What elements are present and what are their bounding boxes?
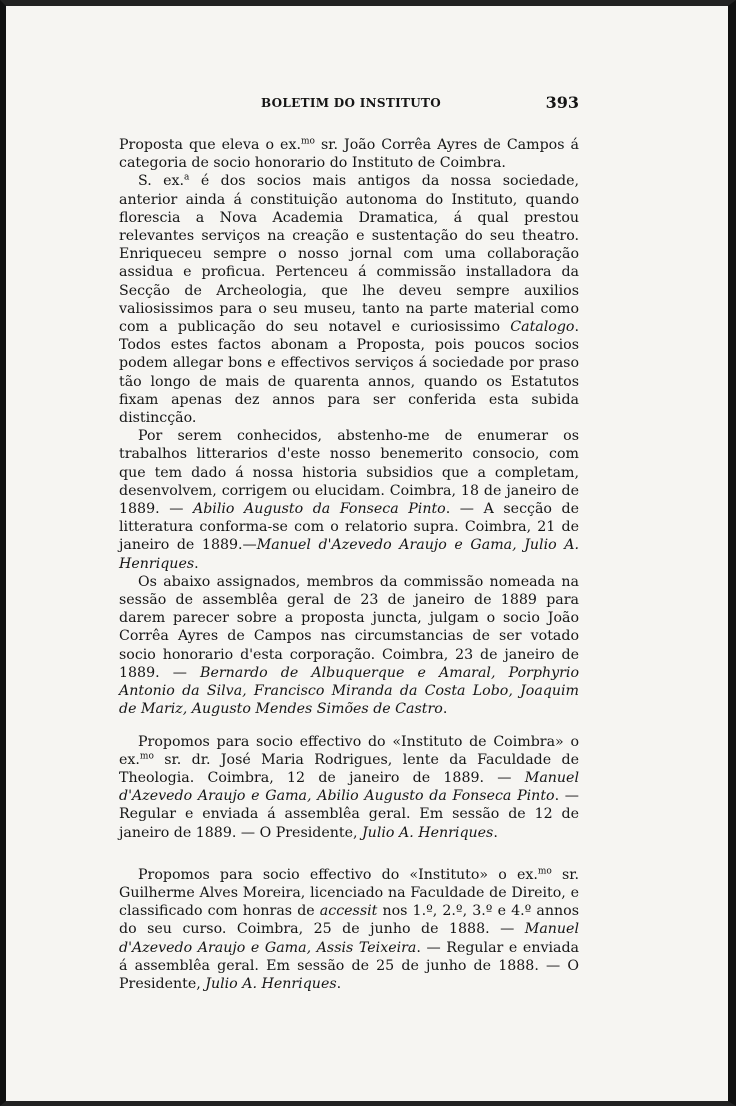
rodrigues-proposal-paragraph: Propomos para socio effectivo do «Instituto de Coimbra» o ex.$^{mo}$ sr. dr. José Maria Rodrigues, lente da Faculdade de Theologia. Coimbra, 12 de janeiro de 1889. — Manuel d'Azevedo Araujo e Gama, Abilio Augusto da Fonseca Pinto. — Regular e enviada á assemblêa geral. Em sessão de 12 de janeiro de 1889. — O Presidente, Julio A. Henriques. [119, 733, 579, 841]
commission-paragraph: Os abaixo assignados, membros da commissão nomeada na sessão de assemblêa geral de 23 de janeiro de 1889 para darem parecer sobre a proposta juncta, julgam o socio João Corrêa Ayres de Campos nas circumstancias de ser votado socio honorario d'esta corporação. Coimbra, 23 de janeiro de 1889. — Bernardo de Albuquerque e Amaral, Porphyrio Antonio da Silva, Francisco Miranda da Costa Lobo, Joaquim de Mariz, Augusto Mendes Simões de Castro. [119, 573, 579, 718]
works-paragraph: Por serem conhecidos, abstenho-me de enumerar os trabalhos litterarios d'este nosso benemerito consocio, com que tem dado á nossa historia subsidios que a completam, desenvolvem, corrigem ou elucidam. Coimbra, 18 de janeiro de 1889. — Abilio Augusto da Fonseca Pinto. — A secção de litteratura conforma-se com o relatorio supra. Coimbra, 21 de janeiro de 1889.—Manuel d'Azevedo Araujo e Gama, Julio A. Henriques. [119, 428, 580, 572]
proposal-heading-paragraph: Proposta que eleva o ex.$^{mo}$ sr. João Corrêa Ayres de Campos á categoria de socio honorario do Instituto de Coimbra. [119, 136, 579, 172]
page-header [121, 93, 579, 116]
justification-paragraph: S. ex.$^a$ é dos socios mais antigos da nossa sociedade, anterior ainda á constituição autonoma do Instituto, quando florescia a Nova Academia Dramatica, á qual prestou relevantes serviços na creação e sustentação do seu theatro. Enriqueceu sempre o nosso jornal com uma collaboração assidua e proficua. Pertenceu á commissão installadora da Secção de Archeologia, que lhe deveu sempre auxilios valiosissimos para o seu museu, tanto na parte material como com a publicação do seu notavel e curiosissimo Catalogo. Todos estes factos abonam a Proposta, pois poucos socios podem allegar bons e effectivos serviços á sociedade por praso tão longo de mais de quarenta annos, quando os Estatutos fixam apenas dez annos para ser conferida esta subida distincção. [119, 172, 580, 427]
page-number: 393 [545, 93, 579, 112]
body-text [119, 136, 579, 993]
moreira-proposal-paragraph: Propomos para socio effectivo do «Instituto» o ex.$^{mo}$ sr. Guilherme Alves Moreira, licenciado na Faculdade de Direito, e classificado com honras de accessit nos 1.º, 2.º, 3.º e 4.º annos do seu curso. Coimbra, 25 de junho de 1888. — Manuel d'Azevedo Araujo e Gama, Assis Teixeira. — Regular e enviada á assemblêa geral. Em sessão de 25 de junho de 1888. — O Presidente, Julio A. Henriques. [119, 865, 580, 992]
running-title: BOLETIM DO INSTITUTO [261, 96, 442, 110]
